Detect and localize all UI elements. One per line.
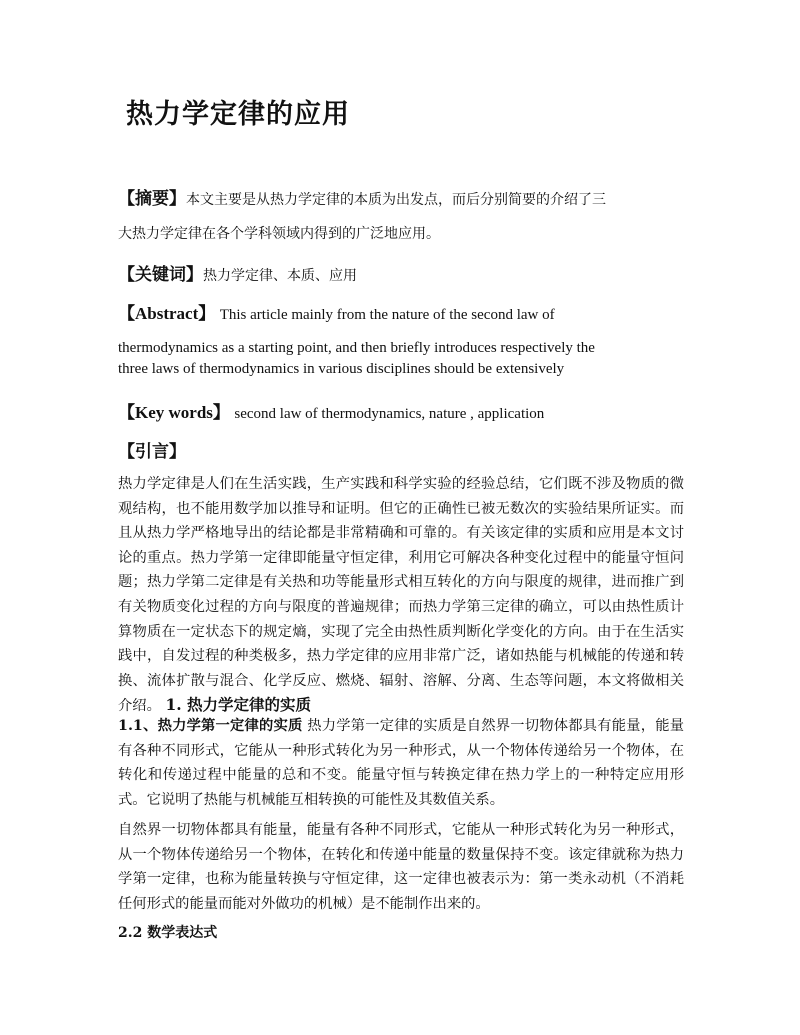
abstract-cn-line-1 [118, 184, 606, 209]
intro-label: 【引言】 [118, 442, 186, 462]
abstract-en-line-1 [118, 299, 555, 324]
abstract-en-line-3: three laws of thermodynamics in various disciplines should be extensively [118, 361, 565, 377]
intro-heading [118, 437, 186, 462]
page-title: 热力学定律的应用 [126, 99, 350, 130]
abstract-cn-label: 【摘要】 [118, 189, 186, 209]
keywords-cn [118, 260, 357, 285]
abstract-en-line-2: thermodynamics as a starting point, and then briefly introduces respectively the [118, 340, 595, 356]
keywords-en-label: 【Key words】 [118, 403, 230, 422]
intro-paragraph [118, 472, 684, 719]
section-1-1-text: 热力学第一定律的实质是自然界一切物体都具有能量，能量有各种不同形式，它能从一种形式转化为另一种形式，从一个物体传递给另一个物体，在转化和传递过程中能量的总和不变。能量守恒与转换定律在热力学上的一种特定应用形式。它说明了热能与机械能互相转换的可能性及其数值关系。 [118, 718, 685, 808]
keywords-cn-text: 热力学定律、本质、应用 [203, 268, 357, 284]
section-1-1-paragraph [118, 714, 684, 812]
abstract-cn-text-2: 大热力学定律在各个学科领域内得到的广泛地应用。 [118, 226, 440, 242]
section-2-2 [118, 922, 217, 942]
abstract-cn-line-2 [118, 223, 440, 243]
keywords-cn-label: 【关键词】 [118, 265, 203, 285]
section-2-2-heading: 2.2 数学表达式 [118, 925, 218, 941]
abstract-en-text-1: This article mainly from the nature of the second law of [219, 307, 555, 323]
paragraph-2-text: 自然界一切物体都具有能量，能量有各种不同形式，它能从一种形式转化为另一种形式，从一个物体传递给另一个物体，在转化和传递中能量的数量保持不变。该定律就称为热力学第一定律，也称为能量转换与守恒定律，这一定律也被表示为：第一类永动机（不消耗任何形式的能量而能对外做功的机械）是不能制作出来的。 [118, 822, 684, 912]
paragraph-2 [118, 818, 684, 916]
intro-text: 热力学定律是人们在生活实践，生产实践和科学实验的经验总结，它们既不涉及物质的微观结构，也不能用数学加以推导和证明。但它的正确性已被无数次的实验结果所证实。而且从热力学严格地导出的结论都是非常精确和可靠的。有关该定律的实质和应用是本文讨论的重点。热力学第一定律即能量守恒定律，利用它可解决各种变化过程中的能量守恒问题；热力学第二定律是有关热和功等能量形式相互转化的方向与限度的规律，进而推广到有关物质变化过程的方向与限度的普遍规律；而热力学第三定律的确立，可以由热性质计算物质在一定状态下的规定熵，实现了完全由热性质判断化学变化的方向。由于在生活实践中，自发过程的种类极多，热力学定律的应用非常广泛，诸如热能与机械能的传递和转换、流体扩散与混合、化学反应、燃烧、辐射、溶解、分离、生态等问题，本文将做相关介绍。 [118, 476, 684, 715]
keywords-en-text: second law of thermodynamics, nature , application [234, 406, 545, 422]
keywords-en [118, 398, 544, 423]
abstract-en-label: 【Abstract】 [118, 304, 216, 323]
section-1-1-heading: 1.1、热力学第一定律的实质 [118, 718, 303, 734]
section-1-heading: 1. 热力学定律的实质 [165, 695, 312, 715]
abstract-cn-text-1: 本文主要是从热力学定律的本质为出发点，而后分别简要的介绍了三 [186, 192, 606, 208]
